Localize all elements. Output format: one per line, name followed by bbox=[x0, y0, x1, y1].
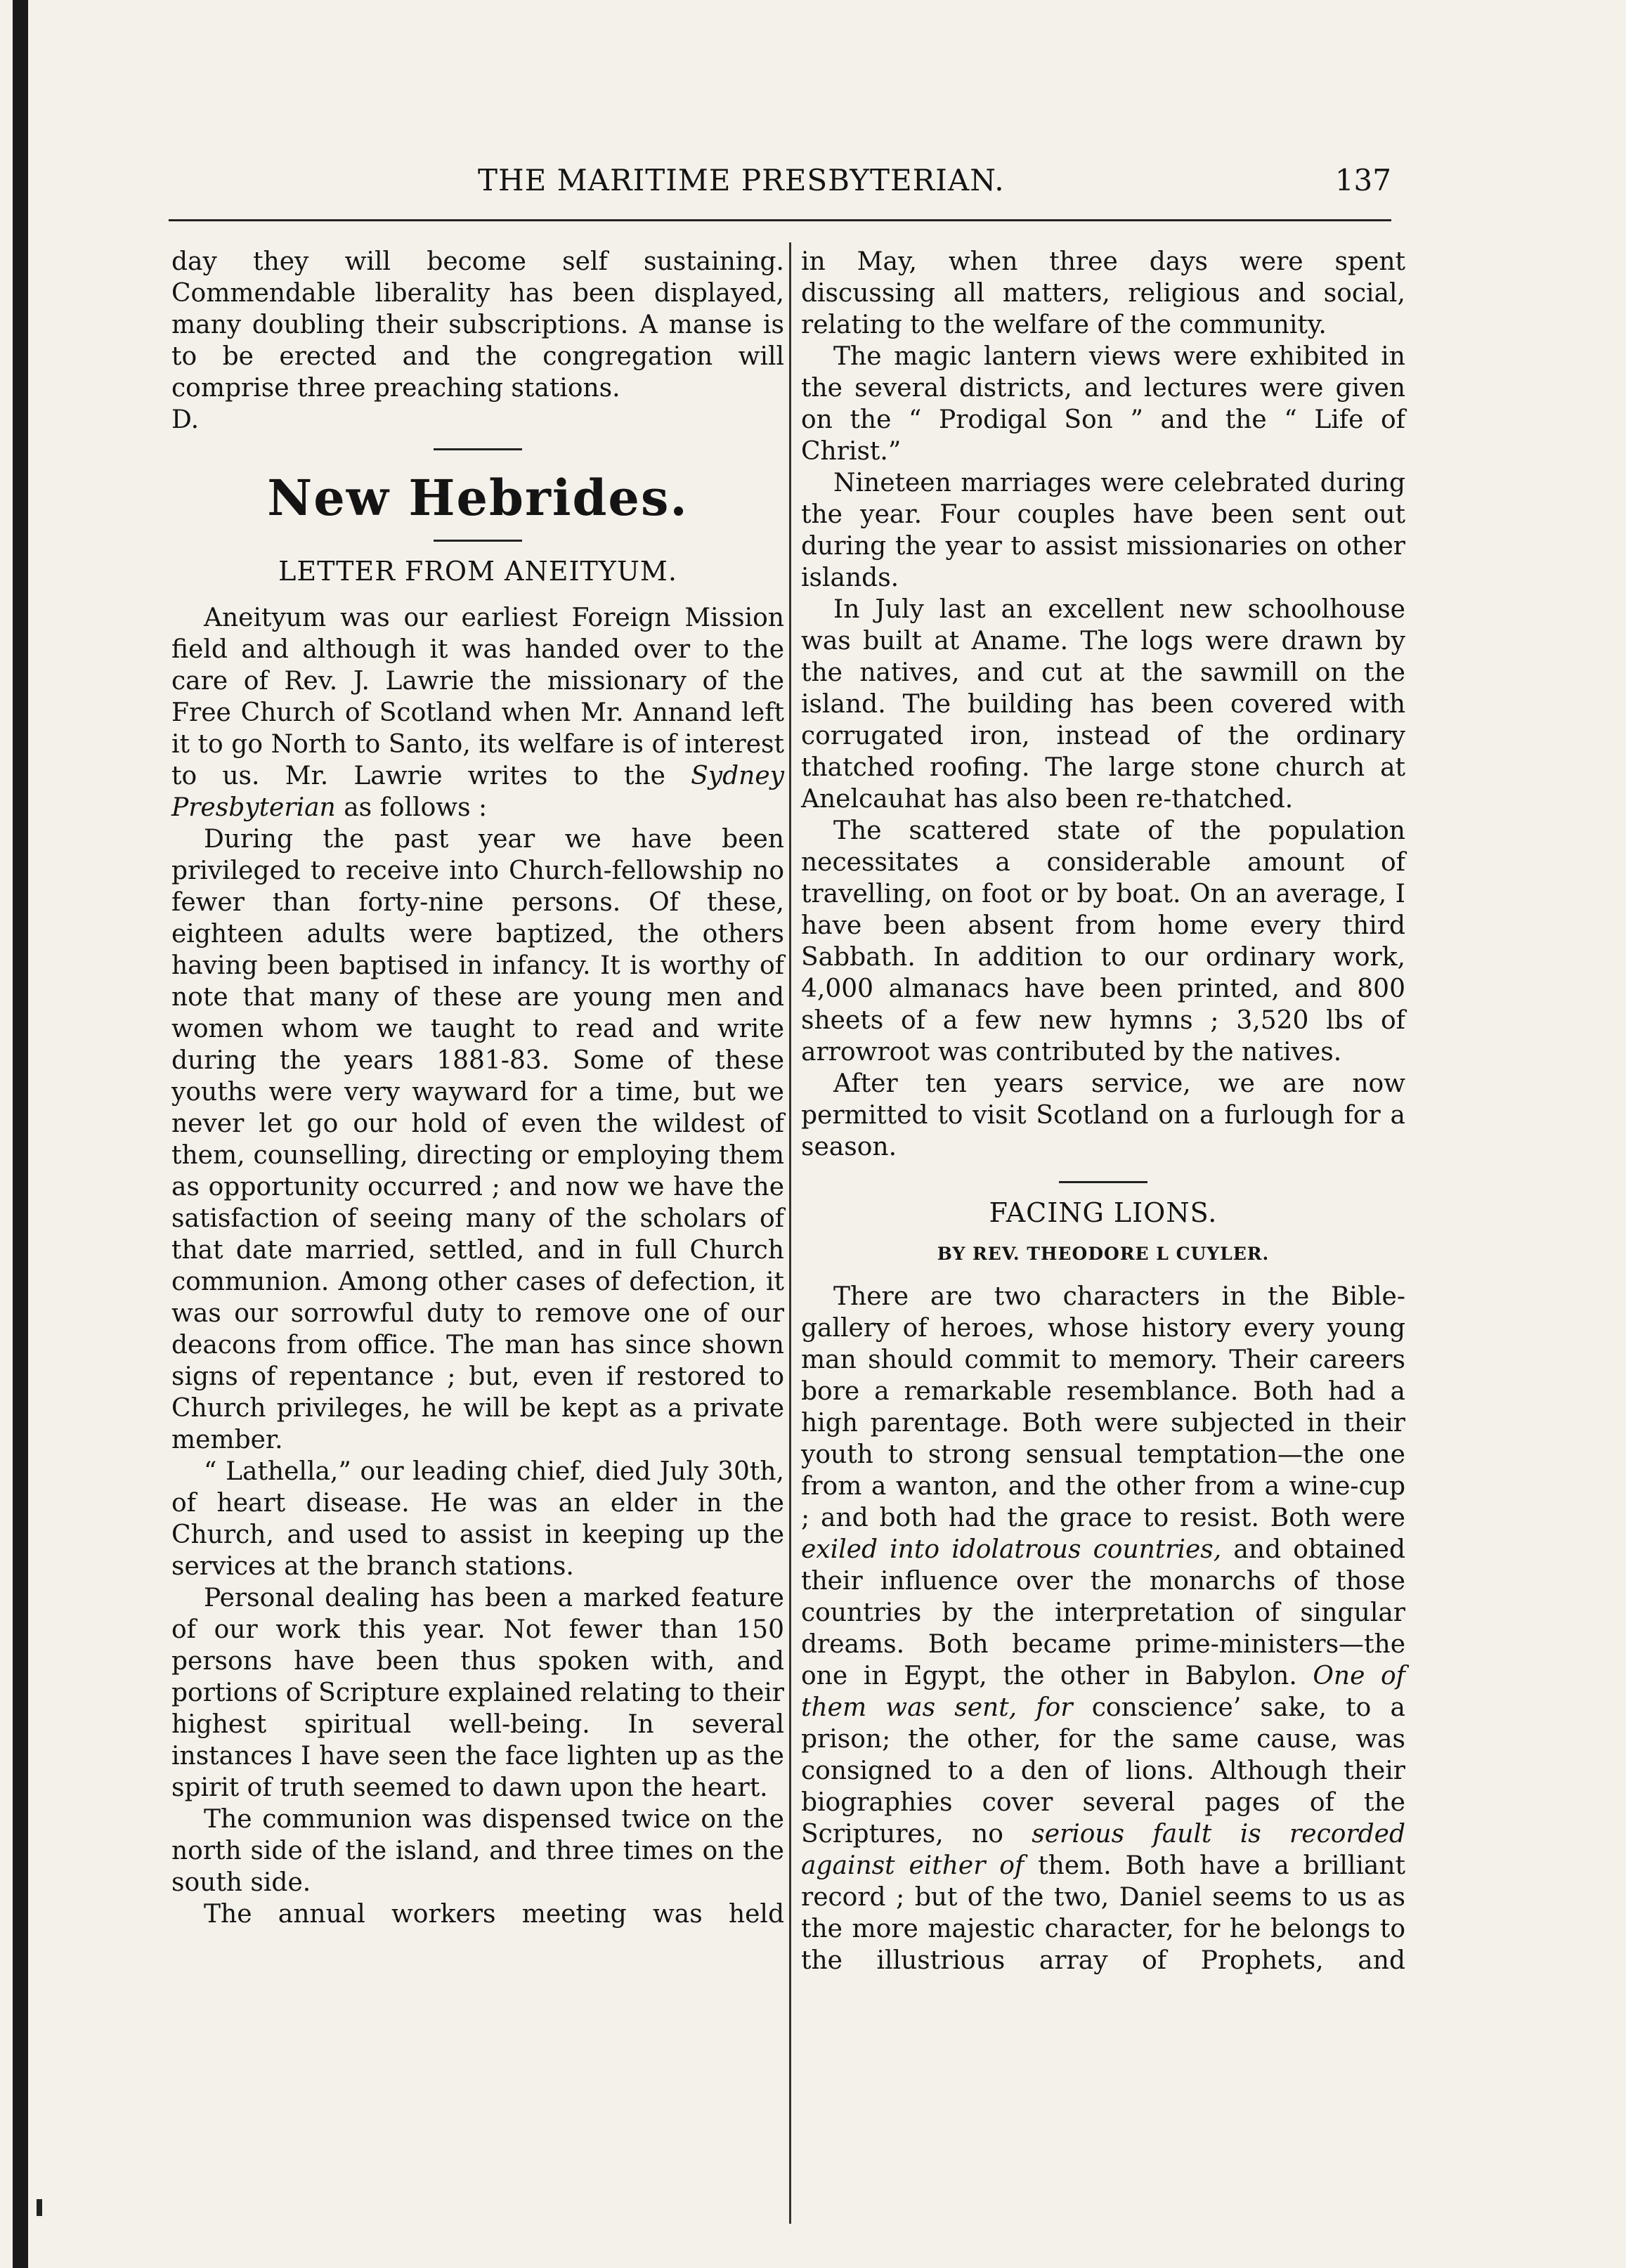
running-title: THE MARITIME PRESBYTERIAN. bbox=[478, 163, 1005, 197]
article-byline: BY REV. THEODORE L CUYLER. bbox=[937, 1244, 1270, 1264]
text-run: Aneityum was our earliest Foreign Mission field and although it was handed over to the care of Rev. J. Lawrie the missionary of the Free Church of Scotland when Mr. Annand left it to go North to Santo, its welfare is of interest to us. Mr. Lawrie writes to the bbox=[171, 604, 784, 790]
italic-run: Sydney Presbyterian bbox=[171, 762, 784, 822]
section-rule bbox=[1059, 1181, 1147, 1183]
italic-run: serious fault is recorded against either of bbox=[801, 1820, 1406, 1880]
italic-run: exiled into idolatrous countries, bbox=[801, 1535, 1222, 1564]
intro-paragraph: day they will become self sustaining. Commendable liberality has been displayed, many doubling their subscriptions. A manse is to be erected and the congregation will comprise three preaching stations. bbox=[171, 247, 784, 403]
article-title: FACING LIONS. bbox=[989, 1197, 1218, 1228]
article-paragraph: In July last an excellent new schoolhouse was built at Aname. The logs were drawn by the natives, and cut at the sawmill on the island. The building has been covered with corrugated iron, instead of the ordinary thatched roofing. The large stone church at Anelcauhat has also been re-thatched. bbox=[801, 595, 1405, 814]
page-number: 137 bbox=[1334, 163, 1391, 197]
article-paragraph: After ten years service, we are now permitted to visit Scotland on a furlough for a season. bbox=[801, 1069, 1405, 1161]
text-run: There are two characters in the Bible-gallery of heroes, whose history every young man should commit to memory. Their careers bore a remarkable resemblance. Both had a high parentage. Both were subjected in their youth to strong sensual temptation—the one from a wanton, and the other from a wine-cup ; and both had the grace to resist. Both were bbox=[801, 1282, 1405, 1532]
intro-signature: D. bbox=[171, 405, 200, 434]
text-run: and obtained their influence over the monarchs of those countries by the interpretation of singular dreams. Both became prime-ministers—the one in Egypt, the other in Babylon. bbox=[801, 1535, 1405, 1690]
article-paragraph: Nineteen marriages were celebrated during the year. Four couples have been sent out during the year to assist missionaries on other islands. bbox=[801, 469, 1405, 592]
scan-mark bbox=[37, 2199, 42, 2216]
article-paragraph: in May, when three days were spent discussing all matters, religious and social, relating to the welfare of the community. bbox=[801, 247, 1405, 339]
article-paragraph: The communion was dispensed twice on the north side of the island, and three times on the south side. bbox=[171, 1805, 784, 1897]
article-paragraph: The magic lantern views were exhibited in the several districts, and lectures were given on the “ Prodigal Son ” and the “ Life of Christ.” bbox=[801, 342, 1405, 466]
text-run: them. Both have a brilliant record ; but of the two, Daniel seems to us as the more majestic character, for he belongs to the illustrious array of Prophets, and bbox=[801, 1851, 1405, 1975]
article-paragraph: During the past year we have been privileged to receive into Church-fellowship no fewer than forty-nine persons. Of these, eighteen adults were baptized, the others having been baptised in infancy. It is worthy of note that many of these are young men and women whom we taught to read and write during the years 1881-83. Some of these youths were very wayward for a time, but we never let go our hold of even the wildest of them, counselling, directing or employing them as opportunity occurred ; and now we have the satisfaction of seeing many of the scholars of that date married, settled, and in full Church communion. Among other cases of defection, it was our sorrowful duty to remove one of our deacons from office. The man has since shown signs of repentance ; but, even if restored to Church privileges, he will be kept as a private member. bbox=[171, 825, 784, 1454]
page-header bbox=[169, 163, 1391, 205]
section-title: New Hebrides. bbox=[267, 469, 689, 527]
text-run: conscience’ sake, to a prison; the other, for the same cause, was consigned to a den of lions. Although their biographies cover several pages of the Scriptures, no bbox=[801, 1693, 1405, 1849]
section-rule bbox=[434, 540, 522, 542]
page-binding-edge bbox=[13, 0, 28, 2268]
article-paragraph: Personal dealing has been a marked feature of our work this year. Not fewer than 150 persons have been thus spoken with, and portions of Scripture explained relating to their highest spiritual well-being. In several instances I have seen the face lighten up as the spirit of truth seemed to dawn upon the heart. bbox=[171, 1584, 784, 1802]
article-title: LETTER FROM ANEITYUM. bbox=[278, 556, 677, 587]
article-paragraph bbox=[801, 1281, 1405, 1976]
header-rule bbox=[169, 219, 1391, 221]
article-paragraph: The scattered state of the population necessitates a considerable amount of travelling, on foot or by boat. On an average, I have been absent from home every third Sabbath. In addition to our ordinary work, 4,000 almanacs have been printed, and 800 sheets of a few new hymns ; 3,520 lbs of arrowroot was contributed by the natives. bbox=[801, 816, 1405, 1067]
column-divider bbox=[789, 242, 791, 2224]
article-paragraph: The annual workers meeting was held bbox=[204, 1900, 784, 1929]
article-paragraph: “ Lathella,” our leading chief, died July 30th, of heart disease. He was an elder in the Church, and used to assist in keeping up the services at the branch stations. bbox=[171, 1457, 784, 1581]
section-rule bbox=[434, 448, 522, 450]
article-paragraph bbox=[171, 602, 784, 823]
left-column bbox=[171, 246, 784, 1930]
text-run: as follows : bbox=[335, 793, 488, 822]
italic-run: One of them was sent, for bbox=[801, 1662, 1405, 1722]
right-column bbox=[801, 246, 1405, 1976]
